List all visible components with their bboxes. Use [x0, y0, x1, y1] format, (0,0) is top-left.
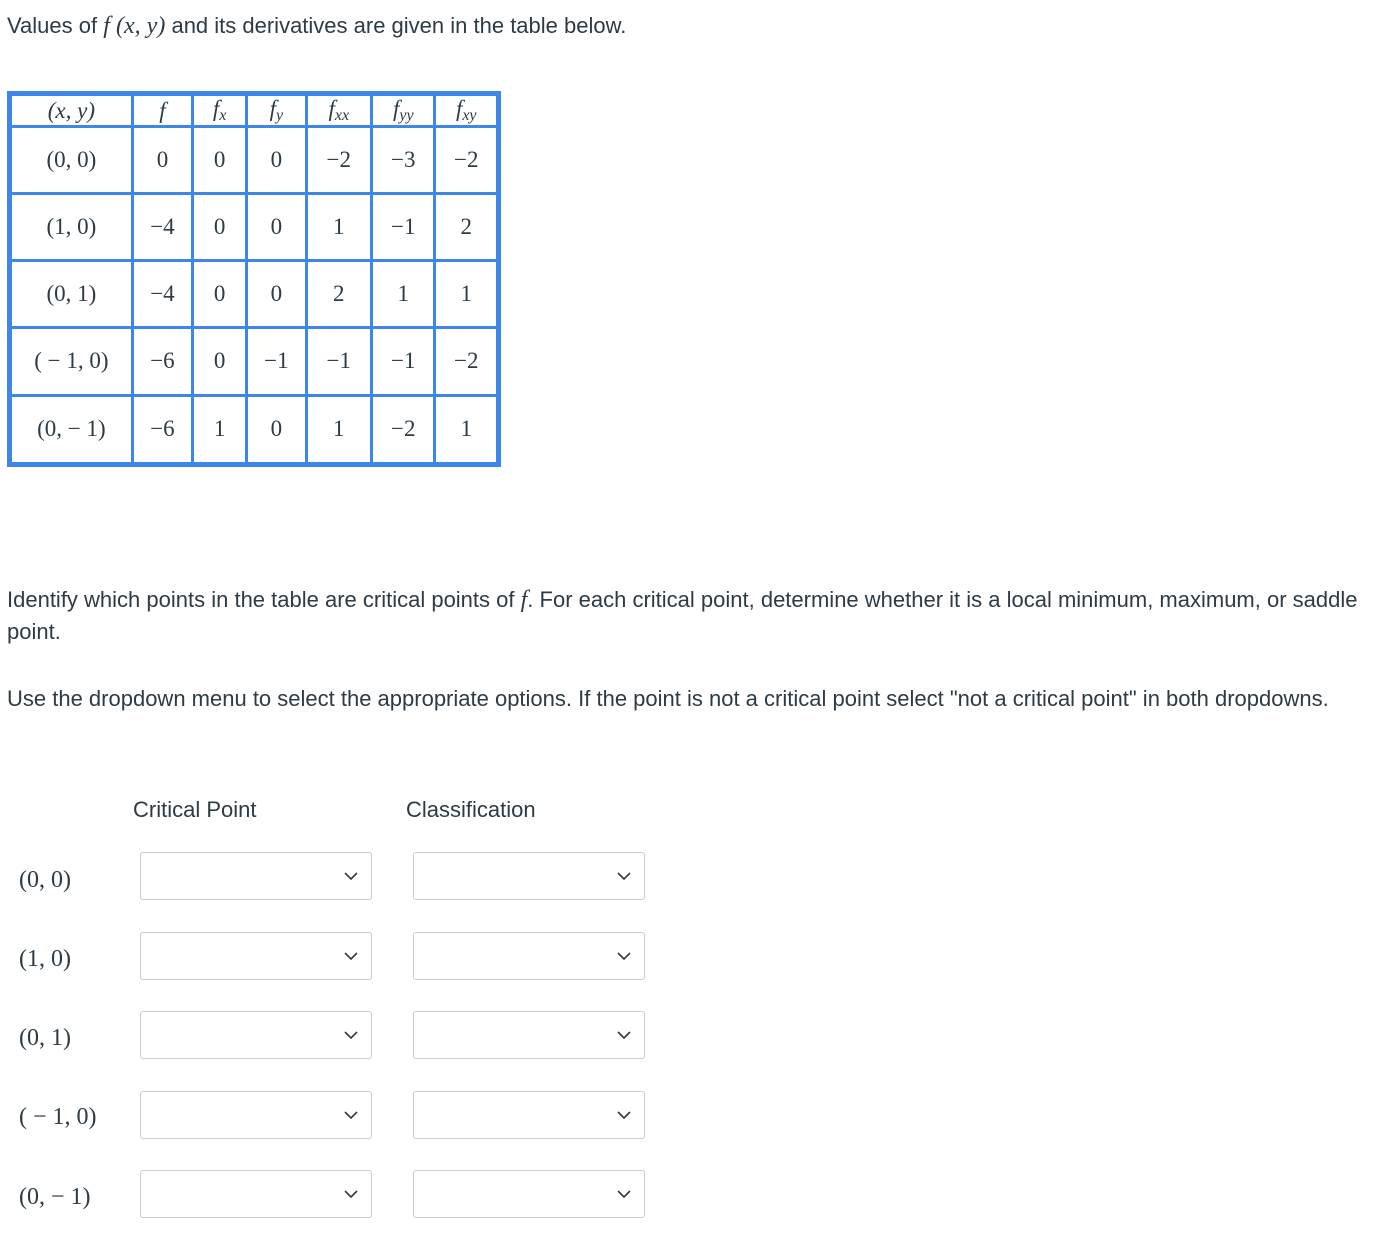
cell-fxy: 1 [435, 261, 499, 328]
chevron-down-icon [343, 868, 359, 884]
cell-f: −6 [132, 328, 192, 395]
cell-fyy: −3 [372, 127, 435, 194]
header-fxx-sub: xx [334, 107, 350, 124]
cell-fxx: 1 [306, 194, 372, 261]
cell-fy: 0 [247, 194, 306, 261]
answer-row-label: (1, 0) [19, 946, 71, 972]
intro-prefix: Values of [7, 13, 98, 38]
header-fyy-sub: yy [399, 107, 414, 124]
header-fy-base: f [269, 96, 276, 121]
chevron-down-icon [343, 1186, 359, 1202]
cell-fyy: −1 [372, 194, 435, 261]
header-fx-base: f [212, 96, 220, 121]
chevron-down-icon [343, 1107, 359, 1123]
classification-dropdown[interactable] [413, 1170, 645, 1218]
critical-point-dropdown[interactable] [140, 1091, 372, 1139]
instructions-p1-after: . For each critical point, determine whether it is a local minimum, maximum, or saddle point. [7, 587, 1358, 644]
table-header-row [10, 94, 499, 127]
cell-point: (0, 1) [10, 261, 133, 328]
answer-row-label: (0, 1) [19, 1025, 71, 1051]
critical-point-dropdown[interactable] [140, 1011, 372, 1059]
header-fy-sub: y [275, 107, 284, 124]
header-f: f [132, 94, 192, 127]
classification-dropdown[interactable] [413, 932, 645, 980]
cell-fxy: −2 [435, 328, 499, 395]
cell-point: (1, 0) [10, 194, 133, 261]
intro-args: (x, y) [116, 13, 166, 39]
critical-point-dropdown[interactable] [140, 932, 372, 980]
cell-fx: 0 [193, 194, 247, 261]
instructions-p1-before: Identify which points in the table are critical points of [7, 587, 515, 612]
cell-fx: 0 [193, 261, 247, 328]
cell-fx: 1 [193, 395, 247, 465]
cell-point: (0, 0) [10, 127, 133, 194]
header-fy [247, 94, 306, 127]
header-fx-sub: x [219, 107, 227, 124]
classification-header: Classification [406, 797, 536, 822]
critical-point-dropdown[interactable] [140, 852, 372, 900]
chevron-down-icon [343, 1027, 359, 1043]
cell-fyy: −1 [372, 328, 435, 395]
header-fxy [435, 94, 499, 127]
cell-f: −4 [132, 194, 192, 261]
cell-fyy: 1 [372, 261, 435, 328]
cell-f: −6 [132, 395, 192, 465]
classification-dropdown[interactable] [413, 1011, 645, 1059]
cell-fy: 0 [247, 127, 306, 194]
header-fyy [372, 94, 435, 127]
table-row [10, 395, 499, 465]
cell-point: ( − 1, 0) [10, 328, 133, 395]
critical-point-dropdown[interactable] [140, 1170, 372, 1218]
derivatives-table [7, 91, 501, 467]
chevron-down-icon [616, 1027, 632, 1043]
classification-dropdown[interactable] [413, 1091, 645, 1139]
header-fyy-base: f [392, 96, 400, 121]
intro-func: f [103, 13, 110, 39]
cell-fxx: −2 [306, 127, 372, 194]
table-row [10, 261, 499, 328]
header-fx [193, 94, 247, 127]
instructions-dropdowns: Use the dropdown menu to select the appropriate options. If the point is not a critical point select "not a critical point" in both dropdowns. [7, 686, 1329, 711]
intro-suffix: and its derivatives are given in the table below. [171, 13, 627, 38]
cell-fy: −1 [247, 328, 306, 395]
cell-point: (0, − 1) [10, 395, 133, 465]
cell-fxy: −2 [435, 127, 499, 194]
cell-fyy: −2 [372, 395, 435, 465]
table-row [10, 127, 499, 194]
cell-fxx: −1 [306, 328, 372, 395]
classification-dropdown[interactable] [413, 852, 645, 900]
cell-fxx: 2 [306, 261, 372, 328]
cell-fy: 0 [247, 261, 306, 328]
chevron-down-icon [616, 1107, 632, 1123]
cell-fxx: 1 [306, 395, 372, 465]
header-fxx [306, 94, 372, 127]
cell-fxy: 1 [435, 395, 499, 465]
answer-row-label: (0, 0) [19, 867, 71, 893]
chevron-down-icon [616, 1186, 632, 1202]
header-fxy-sub: xy [462, 107, 477, 124]
table-row [10, 194, 499, 261]
cell-f: 0 [132, 127, 192, 194]
header-point: (x, y) [10, 94, 133, 127]
instructions-p1-func: f [520, 587, 528, 613]
answer-row-label: (0, − 1) [19, 1184, 91, 1210]
cell-fx: 0 [193, 328, 247, 395]
cell-fxy: 2 [435, 194, 499, 261]
cell-fy: 0 [247, 395, 306, 465]
chevron-down-icon [343, 948, 359, 964]
chevron-down-icon [616, 948, 632, 964]
table-row [10, 328, 499, 395]
intro-text [7, 10, 626, 42]
header-fxx-base: f [328, 96, 335, 121]
cell-fx: 0 [193, 127, 247, 194]
answer-row-label: ( − 1, 0) [19, 1104, 97, 1130]
chevron-down-icon [616, 868, 632, 884]
header-fxy-base: f [455, 96, 463, 121]
cell-f: −4 [132, 261, 192, 328]
instructions-identify [7, 584, 1384, 648]
critical-point-header: Critical Point [133, 797, 257, 822]
